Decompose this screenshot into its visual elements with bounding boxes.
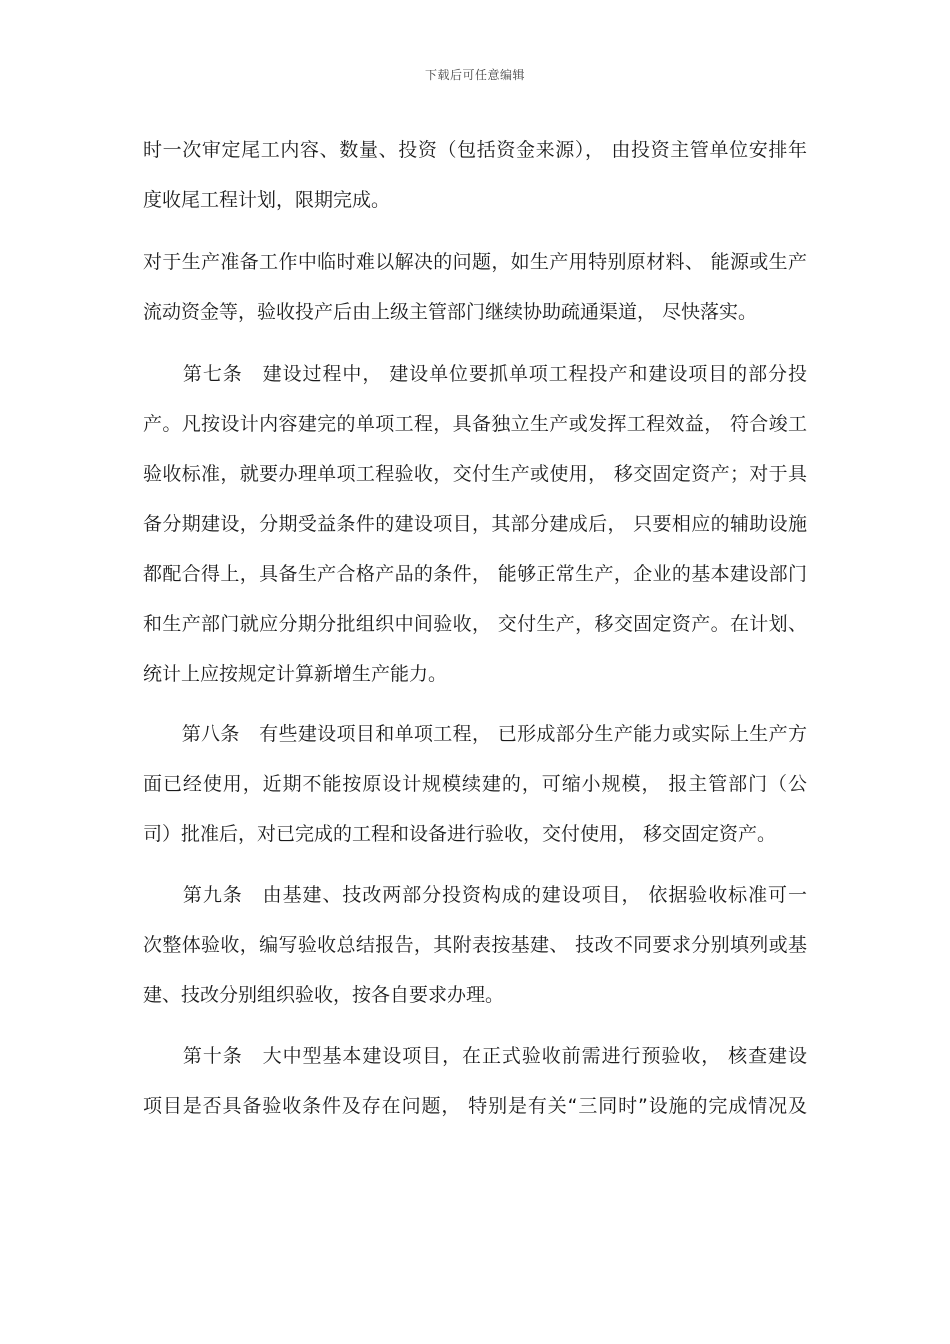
text-line: 第九条 由基建、技改两部分投资构成的建设项目， 依据验收标准可一: [143, 884, 807, 906]
text-line: 统计上应按规定计算新增生产能力。: [143, 663, 448, 685]
paragraph-article-8: [143, 709, 807, 859]
text-line: 产。凡按设计内容建完的单项工程，具备独立生产或发挥工程效益， 符合竣工: [143, 413, 807, 435]
text-line: 面已经使用，近期不能按原设计规模续建的，可缩小规模， 报主管部门（公: [143, 773, 807, 795]
paragraph-2: [143, 237, 807, 337]
paragraph-article-10: [143, 1031, 807, 1131]
text-line: 次整体验收，编写验收总结报告，其附表按基建、 技改不同要求分别填列或基: [143, 934, 807, 956]
text-line: 第十条 大中型基本建设项目，在正式验收前需进行预验收， 核查建设: [143, 1045, 807, 1067]
text-line: 对于生产准备工作中临时难以解决的问题，如生产用特别原材料、 能源或生产: [143, 251, 807, 273]
paragraph-article-7: [143, 349, 807, 699]
text-line: 备分期建设，分期受益条件的建设项目，其部分建成后， 只要相应的辅助设施: [143, 513, 807, 535]
paragraph-article-9: [143, 870, 807, 1020]
paragraph-1: [143, 125, 807, 225]
text-line: 时一次审定尾工内容、数量、投资（包括资金来源）， 由投资主管单位安排年: [143, 139, 807, 161]
text-line: 项目是否具备验收条件及存在问题， 特别是有关“三同时”设施的完成情况及: [143, 1095, 807, 1117]
page-header: 下载后可任意编辑: [424, 68, 525, 82]
text-line: 和生产部门就应分期分批组织中间验收， 交付生产，移交固定资产。在计划、: [143, 613, 807, 635]
text-line: 验收标准，就要办理单项工程验收，交付生产或使用， 移交固定资产；对于具: [143, 463, 807, 485]
text-line: 司）批准后，对已完成的工程和设备进行验收，交付使用， 移交固定资产。: [143, 823, 777, 845]
text-line: 第八条 有些建设项目和单项工程， 已形成部分生产能力或实际上生产方: [143, 723, 807, 745]
text-line: 建、技改分别组织验收，按各自要求办理。: [143, 984, 505, 1006]
text-line: 第七条 建设过程中， 建设单位要抓单项工程投产和建设项目的部分投: [143, 363, 807, 385]
text-line: 都配合得上，具备生产合格产品的条件， 能够正常生产，企业的基本建设部门: [143, 563, 807, 585]
text-line: 流动资金等，验收投产后由上级主管部门继续协助疏通渠道， 尽快落实。: [143, 301, 758, 323]
text-line: 度收尾工程计划，限期完成。: [143, 189, 391, 211]
